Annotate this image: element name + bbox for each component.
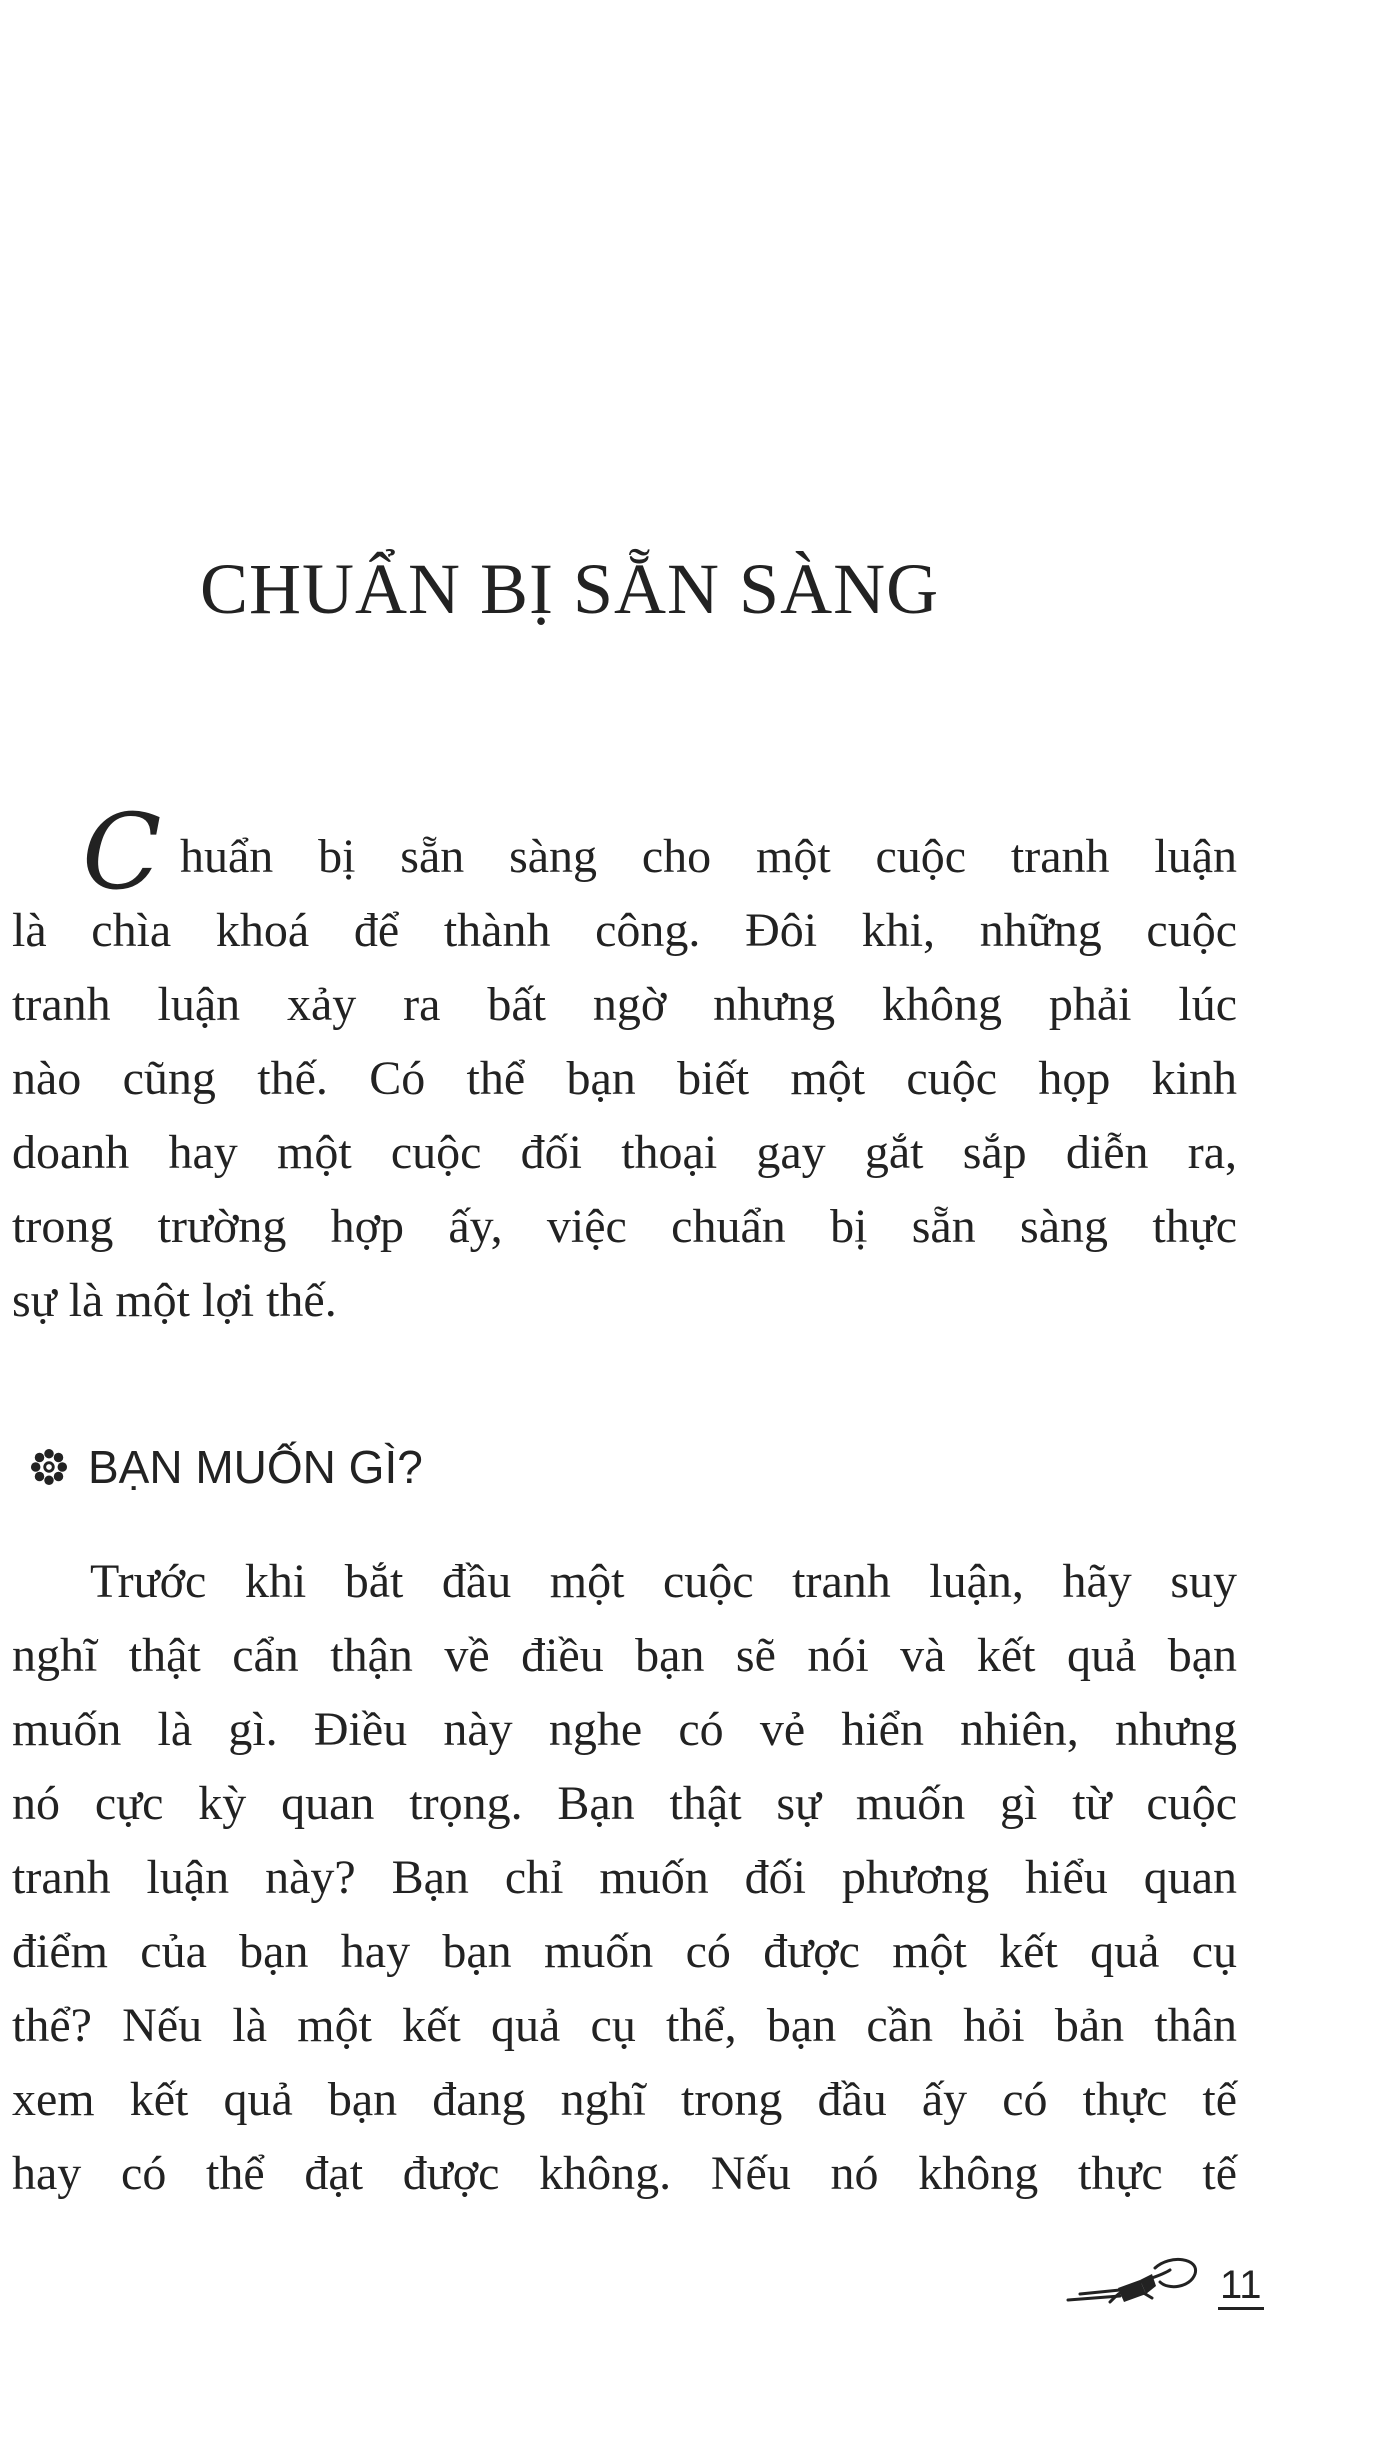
body-line: muốn là gì. Điều này nghe có vẻ hiển nhiên, nhưng bbox=[12, 1703, 1237, 1756]
intro-first-line: huẩn bị sẵn sàng cho một cuộc tranh luận bbox=[180, 830, 1237, 883]
page-footer bbox=[1060, 2250, 1264, 2310]
section-heading bbox=[30, 1440, 423, 1494]
intro-paragraph bbox=[12, 820, 1237, 1338]
body-paragraph bbox=[12, 1545, 1237, 2211]
pen-ornament-icon bbox=[1060, 2250, 1210, 2310]
intro-line: là chìa khoá để thành công. Đôi khi, những cuộc bbox=[12, 904, 1237, 957]
body-line: nghĩ thật cẩn thận về điều bạn sẽ nói và kết quả bạn bbox=[12, 1629, 1237, 1682]
chapter-title: CHUẨN BỊ SẴN SÀNG bbox=[200, 549, 940, 629]
intro-line: doanh hay một cuộc đối thoại gay gắt sắp diễn ra, bbox=[12, 1126, 1237, 1179]
intro-line: tranh luận xảy ra bất ngờ nhưng không phải lúc bbox=[12, 978, 1237, 1031]
body-line: điểm của bạn hay bạn muốn có được một kết quả cụ bbox=[12, 1925, 1237, 1978]
body-line: Trước khi bắt đầu một cuộc tranh luận, hãy suy bbox=[90, 1555, 1237, 1608]
intro-line: sự là một lợi thế. bbox=[12, 1274, 337, 1327]
intro-line: nào cũng thế. Có thể bạn biết một cuộc họp kinh bbox=[12, 1052, 1237, 1105]
intro-line: trong trường hợp ấy, việc chuẩn bị sẵn sàng thực bbox=[12, 1200, 1237, 1253]
body-line: nó cực kỳ quan trọng. Bạn thật sự muốn gì từ cuộc bbox=[12, 1777, 1237, 1830]
flower-bullet-icon bbox=[30, 1448, 68, 1486]
section-heading-text: BẠN MUỐN GÌ? bbox=[88, 1441, 423, 1493]
drop-cap-letter: C bbox=[82, 791, 162, 913]
page-number: 11 bbox=[1218, 2265, 1264, 2310]
body-line: hay có thể đạt được không. Nếu nó không thực tế bbox=[12, 2147, 1237, 2200]
body-line: tranh luận này? Bạn chỉ muốn đối phương hiểu quan bbox=[12, 1851, 1237, 1904]
body-line: thể? Nếu là một kết quả cụ thể, bạn cần hỏi bản thân bbox=[12, 1999, 1237, 2052]
body-line: xem kết quả bạn đang nghĩ trong đầu ấy có thực tế bbox=[12, 2073, 1237, 2126]
